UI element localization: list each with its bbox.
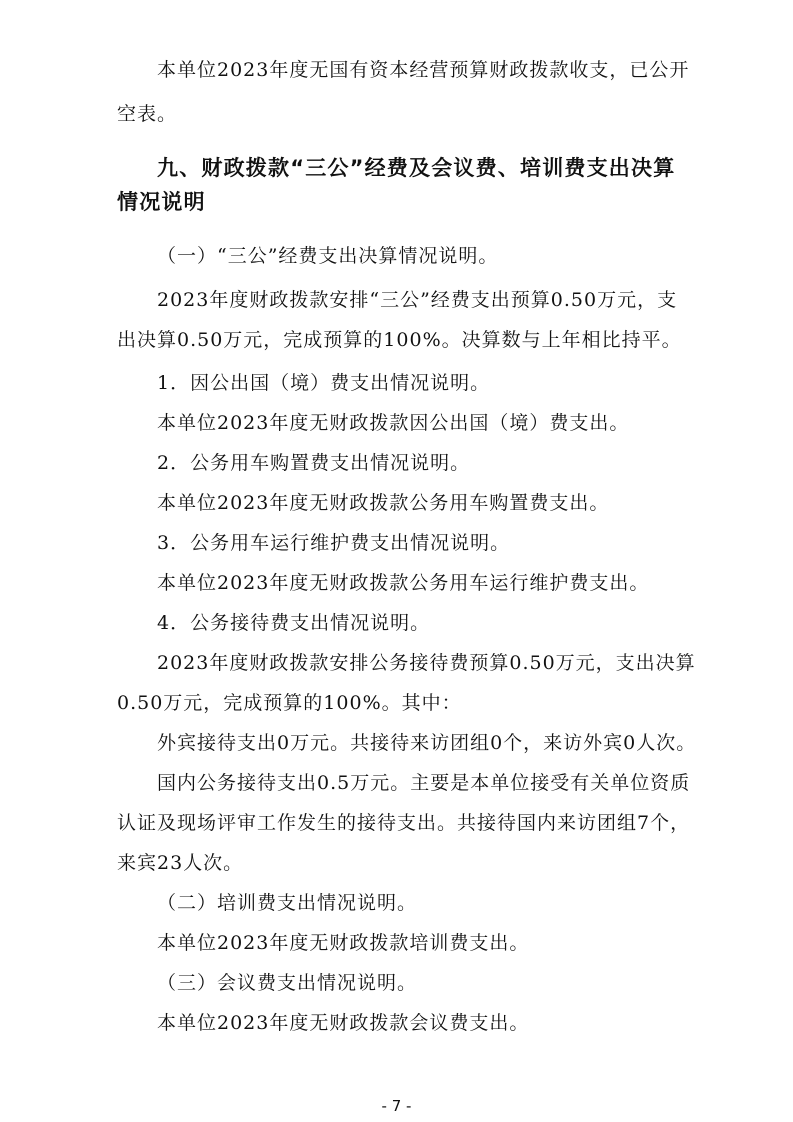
item4-title: 4．公务接待费支出情况说明。 [157,612,431,634]
section-nine-title-line1: 九、财政拨款“三公”经费及会议费、培训费支出决算 [157,156,676,180]
domestic-reception-line1: 国内公务接待支出0.5万元。主要是本单位接受有关单位资质 [157,772,691,794]
domestic-reception-line3: 来宾23人次。 [117,852,244,874]
sub-three-title: （三）会议费支出情况说明。 [157,972,418,994]
item2-text: 本单位2023年度无财政拨款公务用车购置费支出。 [157,492,610,514]
paragraph-state-capital-line1: 本单位2023年度无国有资本经营预算财政拨款收支，已公开 [157,59,690,81]
page-number: - 7 - [381,1097,412,1115]
sub-two-text: 本单位2023年度无财政拨款培训费支出。 [157,932,530,954]
sub-one-title: （一）“三公”经费支出决算情况说明。 [157,245,499,267]
foreign-reception-line: 外宾接待支出0万元。共接待来访团组0个，来访外宾0人次。 [157,732,697,754]
paragraph-state-capital-line2: 空表。 [117,103,178,125]
item1-title: 1．因公出国（境）费支出情况说明。 [157,372,491,394]
sub-three-text: 本单位2023年度无财政拨款会议费支出。 [157,1012,530,1034]
section-nine-title-line2: 情况说明 [117,190,206,214]
item3-text: 本单位2023年度无财政拨款公务用车运行维护费支出。 [157,572,650,594]
item4-line2: 0.50万元，完成预算的100%。其中： [117,692,462,714]
item2-title: 2．公务用车购置费支出情况说明。 [157,452,471,474]
sub-two-title: （二）培训费支出情况说明。 [157,892,418,914]
sub-one-summary-line2: 出决算0.50万元，完成预算的100%。决算数与上年相比持平。 [117,329,682,351]
sub-one-summary-line1: 2023年度财政拨款安排“三公”经费支出预算0.50万元，支 [157,289,678,311]
item1-text: 本单位2023年度无财政拨款因公出国（境）费支出。 [157,412,630,434]
item4-line1: 2023年度财政拨款安排公务接待费预算0.50万元，支出决算 [157,652,696,674]
domestic-reception-line2: 认证及现场评审工作发生的接待支出。共接待国内来访团组7个， [117,812,691,834]
item3-title: 3．公务用车运行维护费支出情况说明。 [157,532,511,554]
